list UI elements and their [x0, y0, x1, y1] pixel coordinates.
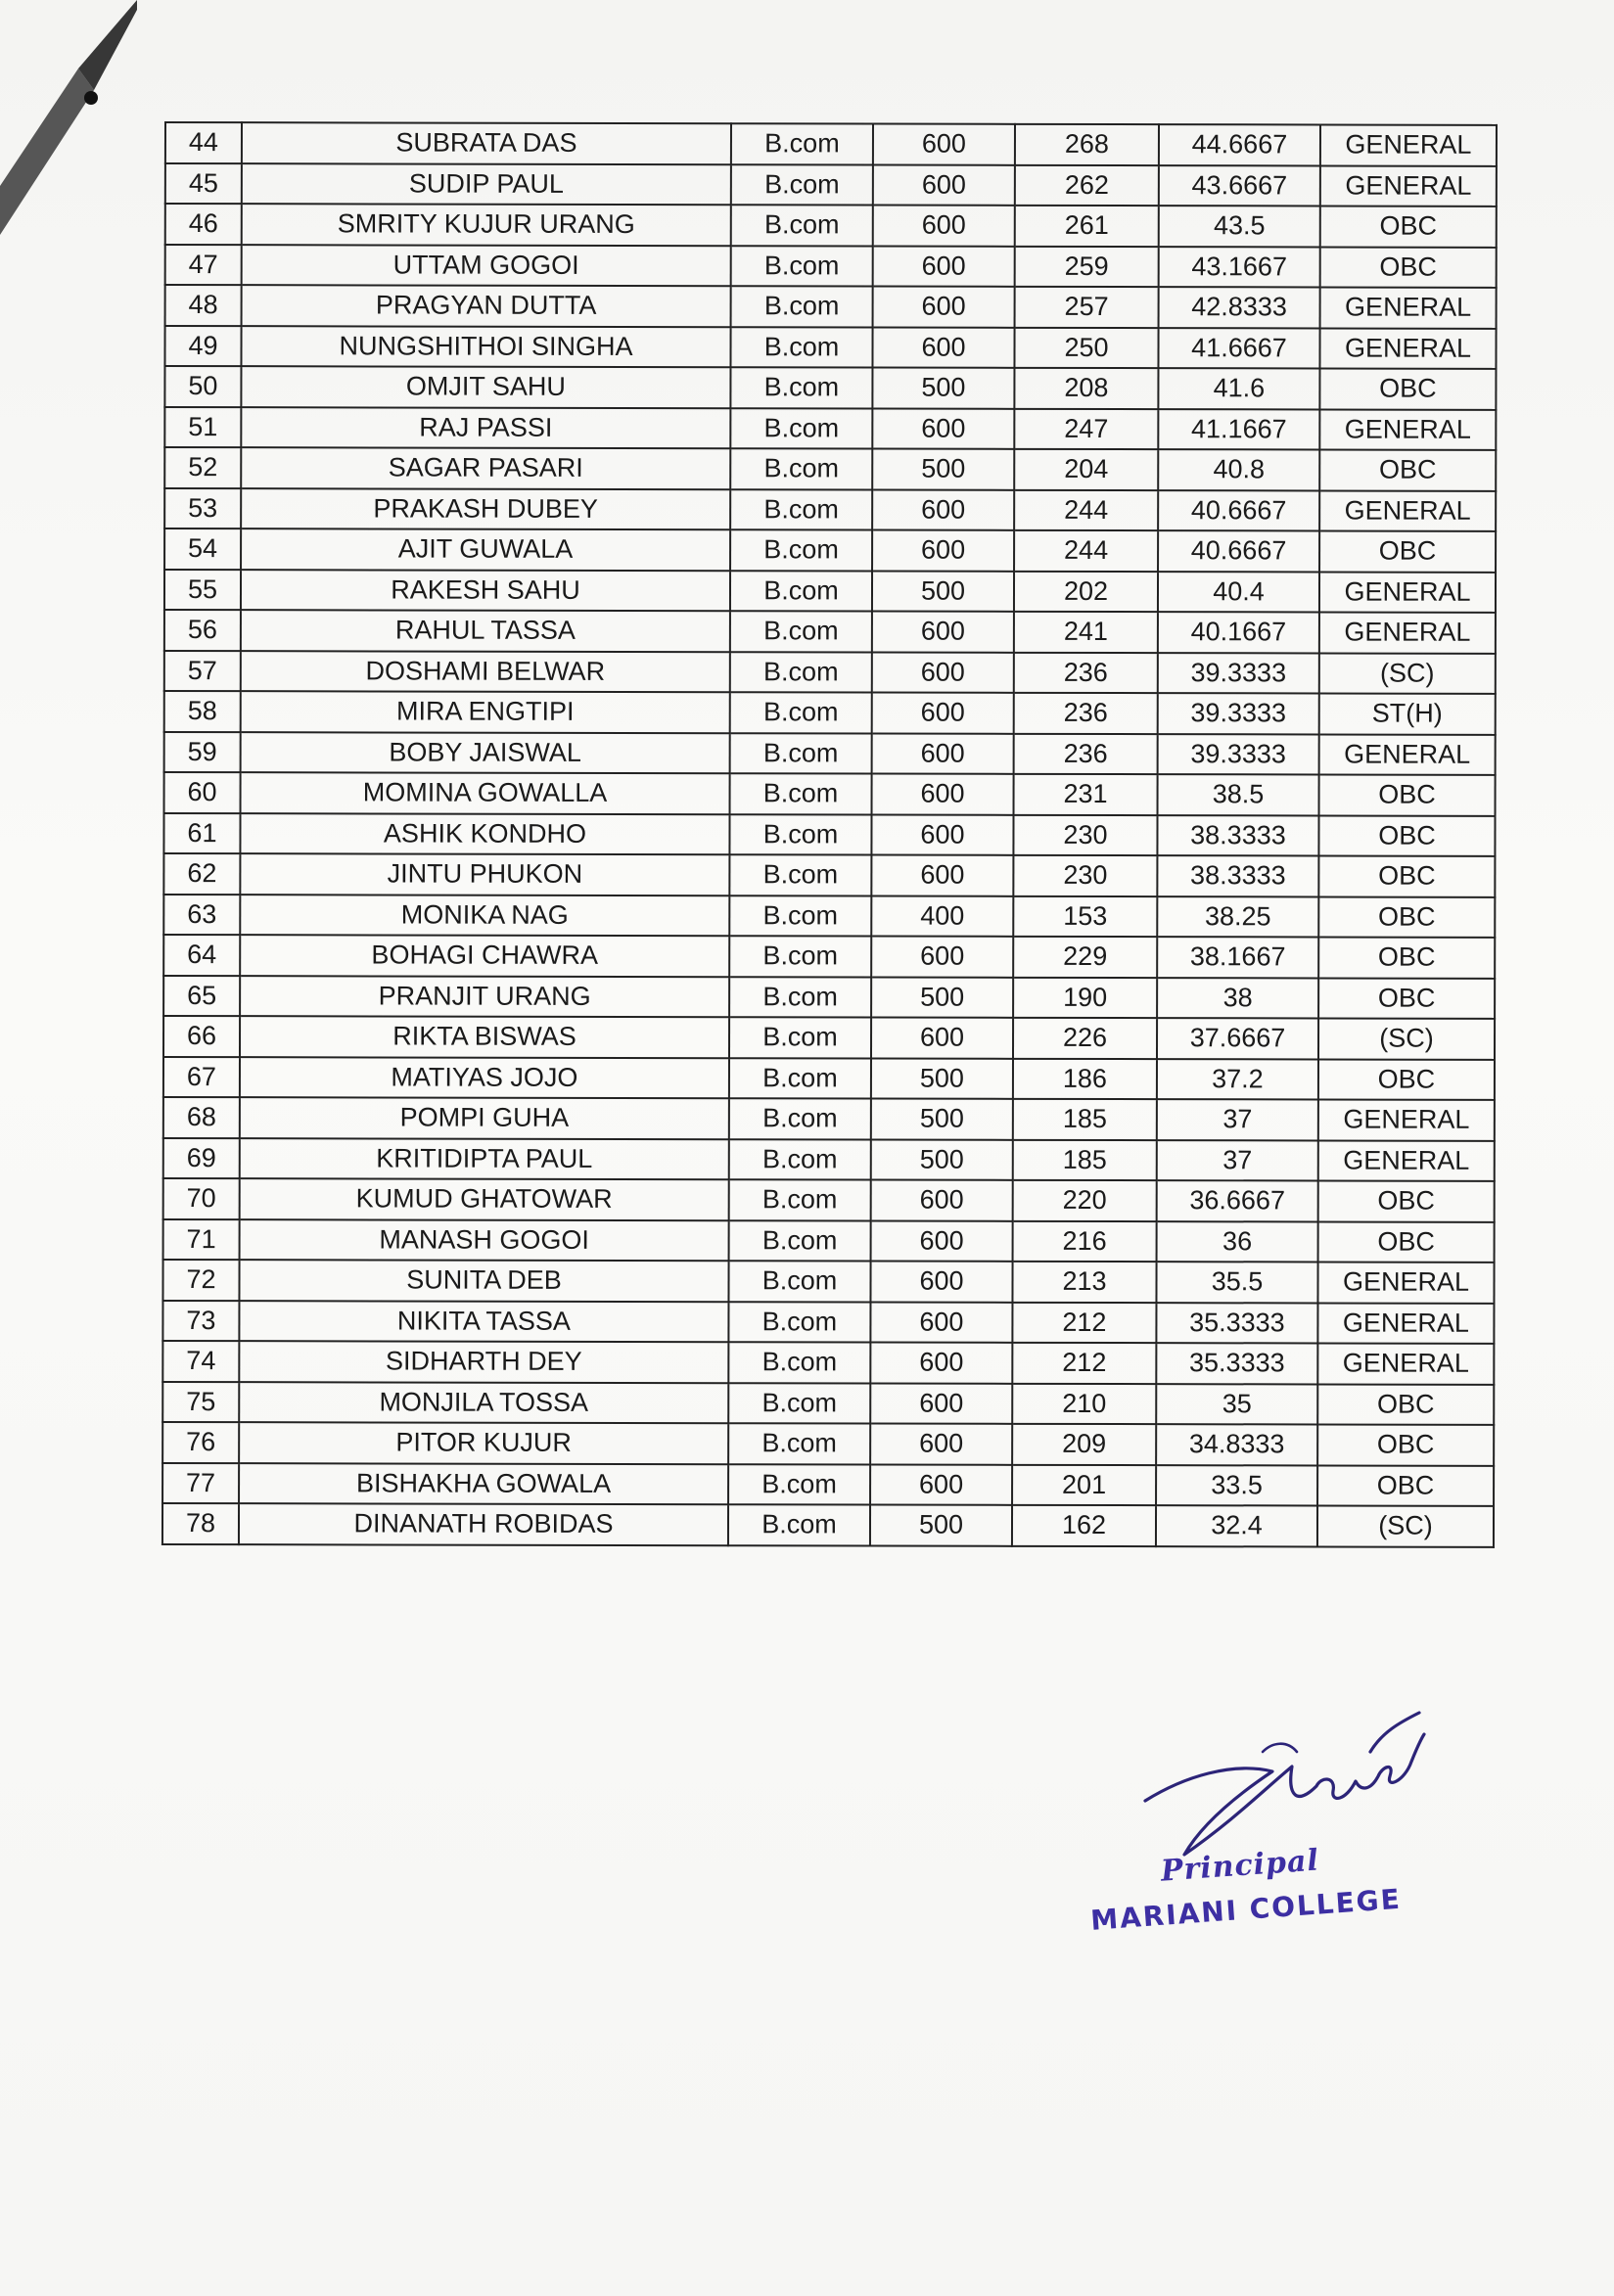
category-cell: (SC) [1317, 1505, 1494, 1546]
table-row [163, 1137, 1495, 1180]
student-name-cell: BISHAKHA GOWALA [239, 1463, 728, 1505]
table-row [164, 528, 1496, 572]
full-marks-cell: 500 [871, 1099, 1013, 1140]
percentage-cell: 44.6667 [1159, 124, 1320, 165]
student-name-cell: DOSHAMI BELWAR [241, 651, 730, 693]
full-marks-cell: 500 [871, 1058, 1013, 1099]
marks-obtained-cell: 190 [1013, 977, 1157, 1018]
table-row [163, 1057, 1495, 1100]
principal-signature-block [1086, 1683, 1439, 1977]
full-marks-cell: 600 [870, 1383, 1012, 1424]
serial-number-cell: 53 [164, 488, 241, 529]
percentage-cell: 37.6667 [1157, 1018, 1318, 1059]
serial-number-cell: 57 [164, 651, 241, 692]
percentage-cell: 38 [1157, 978, 1318, 1019]
percentage-cell: 38.1667 [1157, 937, 1318, 978]
category-cell: GENERAL [1317, 1262, 1494, 1303]
category-cell: GENERAL [1319, 328, 1496, 369]
percentage-cell: 43.6667 [1159, 165, 1320, 207]
student-name-cell: PITOR KUJUR [239, 1422, 728, 1464]
student-name-cell: RAJ PASSI [241, 407, 730, 449]
serial-number-cell: 44 [165, 122, 242, 163]
serial-number-cell: 63 [163, 895, 240, 936]
course-cell: B.com [729, 1139, 871, 1180]
pen-tip-image [0, 0, 137, 254]
student-name-cell: DINANATH ROBIDAS [239, 1503, 728, 1545]
category-cell: GENERAL [1320, 124, 1497, 165]
category-cell: GENERAL [1319, 409, 1496, 450]
percentage-cell: 40.6667 [1158, 530, 1319, 572]
full-marks-cell: 600 [872, 774, 1014, 815]
course-cell: B.com [731, 164, 873, 206]
course-cell: B.com [728, 1302, 870, 1343]
category-cell: OBC [1318, 896, 1495, 938]
marks-obtained-cell: 185 [1013, 1099, 1157, 1140]
full-marks-cell: 600 [872, 733, 1014, 774]
percentage-cell: 34.8333 [1156, 1424, 1317, 1465]
percentage-cell: 38.3333 [1157, 855, 1318, 896]
marks-obtained-cell: 236 [1014, 693, 1158, 734]
full-marks-cell: 600 [870, 1343, 1012, 1384]
student-name-cell: JINTU PHUKON [240, 853, 729, 895]
serial-number-cell: 69 [163, 1137, 240, 1178]
serial-number-cell: 58 [164, 691, 241, 732]
category-cell: OBC [1319, 368, 1496, 409]
stamp-organization: MARIANI COLLEGE [1089, 1882, 1403, 1937]
serial-number-cell: 51 [164, 407, 241, 448]
student-name-cell: SUNITA DEB [239, 1260, 728, 1302]
serial-number-cell: 66 [163, 1016, 240, 1057]
course-cell: B.com [729, 936, 871, 977]
percentage-cell: 37.2 [1157, 1059, 1318, 1100]
category-cell: GENERAL [1318, 1099, 1495, 1140]
merit-list-body [162, 122, 1497, 1546]
course-cell: B.com [731, 205, 873, 246]
serial-number-cell: 47 [165, 245, 242, 286]
course-cell: B.com [729, 854, 871, 895]
serial-number-cell: 50 [164, 366, 241, 407]
serial-number-cell: 77 [162, 1462, 239, 1503]
course-cell: B.com [731, 246, 873, 287]
college-stamp [1086, 1835, 1446, 1967]
course-cell: B.com [730, 773, 872, 814]
table-row [163, 813, 1495, 856]
percentage-cell: 35 [1156, 1384, 1317, 1425]
full-marks-cell: 600 [871, 1180, 1013, 1221]
student-name-cell: BOHAGI CHAWRA [240, 935, 729, 977]
serial-number-cell: 49 [164, 326, 241, 367]
serial-number-cell: 70 [163, 1178, 240, 1219]
category-cell: OBC [1320, 206, 1497, 247]
table-row [163, 853, 1495, 896]
marks-obtained-cell: 202 [1014, 571, 1158, 612]
table-row [165, 285, 1497, 328]
full-marks-cell: 600 [872, 327, 1014, 368]
course-cell: B.com [729, 895, 871, 937]
table-row [164, 732, 1496, 775]
category-cell: OBC [1317, 1384, 1494, 1425]
category-cell: OBC [1319, 530, 1496, 572]
category-cell: GENERAL [1319, 490, 1496, 531]
category-cell: GENERAL [1318, 1140, 1495, 1181]
course-cell: B.com [729, 1058, 871, 1099]
percentage-cell: 38.3333 [1157, 815, 1318, 856]
table-row [162, 1381, 1494, 1424]
category-cell: OBC [1318, 855, 1495, 896]
student-name-cell: SIDHARTH DEY [239, 1341, 728, 1383]
serial-number-cell: 61 [163, 813, 240, 854]
marks-obtained-cell: 261 [1015, 206, 1159, 247]
student-name-cell: SMRITY KUJUR URANG [242, 204, 731, 246]
course-cell: B.com [728, 1504, 870, 1545]
marks-obtained-cell: 250 [1014, 327, 1158, 368]
percentage-cell: 36 [1157, 1221, 1318, 1263]
serial-number-cell: 68 [163, 1097, 240, 1138]
serial-number-cell: 59 [164, 732, 241, 773]
course-cell: B.com [730, 571, 872, 612]
serial-number-cell: 71 [163, 1218, 240, 1260]
category-cell: OBC [1319, 774, 1496, 815]
student-name-cell: POMPI GUHA [240, 1097, 729, 1139]
course-cell: B.com [729, 814, 871, 855]
percentage-cell: 41.6 [1158, 368, 1319, 409]
table-row [165, 122, 1497, 165]
serial-number-cell: 64 [163, 935, 240, 976]
course-cell: B.com [730, 367, 872, 408]
course-cell: B.com [728, 1342, 870, 1383]
serial-number-cell: 46 [165, 204, 242, 245]
table-row [162, 1503, 1494, 1546]
table-row [162, 1300, 1494, 1343]
marks-obtained-cell: 244 [1014, 530, 1158, 572]
percentage-cell: 35.5 [1156, 1262, 1317, 1303]
student-name-cell: MONJILA TOSSA [239, 1382, 728, 1424]
category-cell: OBC [1318, 1221, 1495, 1263]
full-marks-cell: 500 [872, 449, 1014, 490]
full-marks-cell: 600 [871, 855, 1013, 896]
serial-number-cell: 75 [162, 1381, 239, 1422]
category-cell: ST(H) [1319, 693, 1496, 734]
full-marks-cell: 500 [872, 571, 1014, 612]
student-name-cell: RIKTA BISWAS [240, 1016, 729, 1058]
percentage-cell: 33.5 [1156, 1465, 1317, 1506]
serial-number-cell: 60 [164, 772, 241, 813]
marks-obtained-cell: 186 [1013, 1058, 1157, 1099]
category-cell: GENERAL [1317, 1343, 1494, 1384]
full-marks-cell: 600 [873, 287, 1015, 328]
course-cell: B.com [730, 327, 872, 368]
marks-obtained-cell: 241 [1014, 612, 1158, 653]
full-marks-cell: 600 [871, 1018, 1013, 1059]
serial-number-cell: 74 [162, 1341, 239, 1382]
marks-obtained-cell: 230 [1013, 855, 1157, 896]
full-marks-cell: 600 [871, 937, 1013, 978]
student-name-cell: PRAKASH DUBEY [241, 488, 730, 530]
percentage-cell: 38.25 [1157, 896, 1318, 938]
full-marks-cell: 600 [873, 164, 1015, 206]
course-cell: B.com [730, 692, 872, 733]
student-name-cell: SUDIP PAUL [242, 163, 731, 206]
table-row [165, 163, 1497, 207]
serial-number-cell: 73 [162, 1300, 239, 1341]
marks-obtained-cell: 231 [1014, 774, 1158, 815]
category-cell: OBC [1320, 247, 1497, 288]
category-cell: OBC [1318, 978, 1495, 1019]
course-cell: B.com [731, 286, 873, 327]
category-cell: OBC [1318, 937, 1495, 978]
course-cell: B.com [730, 611, 872, 652]
serial-number-cell: 76 [162, 1422, 239, 1463]
marks-obtained-cell: 268 [1015, 124, 1159, 165]
table-row [162, 1341, 1494, 1384]
category-cell: OBC [1318, 815, 1495, 856]
marks-obtained-cell: 208 [1014, 368, 1158, 409]
full-marks-cell: 500 [871, 1139, 1013, 1180]
table-row [163, 935, 1495, 978]
full-marks-cell: 600 [872, 693, 1014, 734]
student-name-cell: KRITIDIPTA PAUL [240, 1138, 729, 1180]
marks-obtained-cell: 213 [1012, 1262, 1156, 1303]
full-marks-cell: 600 [870, 1302, 1012, 1343]
marks-obtained-cell: 229 [1013, 937, 1157, 978]
percentage-cell: 40.4 [1158, 572, 1319, 613]
marks-obtained-cell: 212 [1012, 1302, 1156, 1343]
full-marks-cell: 600 [872, 652, 1014, 693]
full-marks-cell: 600 [873, 246, 1015, 287]
student-name-cell: ASHIK KONDHO [240, 813, 729, 855]
course-cell: B.com [728, 1383, 870, 1424]
marks-obtained-cell: 220 [1013, 1180, 1157, 1221]
full-marks-cell: 600 [870, 1262, 1012, 1303]
category-cell: GENERAL [1319, 612, 1496, 653]
course-cell: B.com [729, 1098, 871, 1139]
serial-number-cell: 48 [165, 285, 242, 326]
percentage-cell: 38.5 [1158, 774, 1319, 815]
percentage-cell: 32.4 [1156, 1505, 1317, 1546]
category-cell: (SC) [1318, 1018, 1495, 1059]
stamp-title: Principal [1159, 1843, 1320, 1889]
table-row [164, 326, 1496, 369]
course-cell: B.com [730, 448, 872, 489]
full-marks-cell: 500 [871, 977, 1013, 1018]
marks-obtained-cell: 226 [1013, 1018, 1157, 1059]
marks-obtained-cell: 209 [1012, 1424, 1156, 1465]
course-cell: B.com [730, 529, 872, 571]
category-cell: GENERAL [1317, 1303, 1494, 1344]
course-cell: B.com [728, 1261, 870, 1302]
table-row [163, 1178, 1495, 1221]
serial-number-cell: 52 [164, 447, 241, 488]
marks-obtained-cell: 230 [1013, 814, 1157, 855]
student-name-cell: MONIKA NAG [240, 895, 729, 937]
student-name-cell: PRANJIT URANG [240, 976, 729, 1018]
percentage-cell: 35.3333 [1156, 1343, 1317, 1384]
table-row [164, 691, 1496, 734]
percentage-cell: 39.3333 [1158, 693, 1319, 734]
table-row [162, 1422, 1494, 1465]
marks-obtained-cell: 162 [1012, 1505, 1156, 1546]
table-row [163, 1097, 1495, 1140]
course-cell: B.com [730, 408, 872, 449]
marks-obtained-cell: 257 [1015, 287, 1159, 328]
table-row [164, 407, 1496, 450]
serial-number-cell: 54 [164, 528, 241, 570]
marks-obtained-cell: 210 [1012, 1383, 1156, 1424]
table-row [164, 610, 1496, 653]
percentage-cell: 37 [1157, 1099, 1318, 1140]
marks-obtained-cell: 216 [1013, 1220, 1157, 1262]
student-name-cell: SUBRATA DAS [242, 122, 731, 164]
percentage-cell: 35.3333 [1156, 1303, 1317, 1344]
student-name-cell: MATIYAS JOJO [240, 1057, 729, 1099]
marks-obtained-cell: 247 [1014, 408, 1158, 449]
marks-obtained-cell: 236 [1014, 652, 1158, 693]
table-row [164, 772, 1496, 815]
marks-obtained-cell: 185 [1013, 1139, 1157, 1180]
table-row [162, 1260, 1494, 1303]
student-name-cell: RAHUL TASSA [241, 610, 730, 652]
category-cell: GENERAL [1319, 734, 1496, 775]
course-cell: B.com [730, 652, 872, 693]
category-cell: OBC [1318, 1059, 1495, 1100]
course-cell: B.com [729, 1179, 871, 1220]
table-row [164, 651, 1496, 694]
full-marks-cell: 500 [872, 368, 1014, 409]
percentage-cell: 41.1667 [1158, 409, 1319, 450]
serial-number-cell: 72 [162, 1260, 239, 1301]
table-row [163, 895, 1495, 938]
marks-obtained-cell: 204 [1014, 449, 1158, 490]
full-marks-cell: 600 [871, 1220, 1013, 1262]
serial-number-cell: 62 [163, 853, 240, 895]
table-row [163, 1218, 1495, 1262]
course-cell: B.com [729, 977, 871, 1018]
marks-obtained-cell: 236 [1014, 733, 1158, 774]
course-cell: B.com [728, 1423, 870, 1464]
serial-number-cell: 56 [164, 610, 241, 651]
percentage-cell: 40.6667 [1158, 490, 1319, 531]
table-row [164, 366, 1496, 409]
student-name-cell: KUMUD GHATOWAR [240, 1178, 729, 1220]
table-row [165, 245, 1497, 288]
serial-number-cell: 65 [163, 976, 240, 1017]
marks-obtained-cell: 259 [1015, 246, 1159, 287]
student-name-cell: RAKESH SAHU [241, 570, 730, 612]
marks-obtained-cell: 244 [1014, 489, 1158, 530]
serial-number-cell: 67 [163, 1057, 240, 1098]
serial-number-cell: 78 [162, 1503, 239, 1544]
student-name-cell: MOMINA GOWALLA [241, 772, 730, 814]
student-name-cell: BOBY JAISWAL [241, 732, 730, 774]
course-cell: B.com [731, 123, 873, 164]
student-name-cell: AJIT GUWALA [241, 528, 730, 571]
course-cell: B.com [730, 733, 872, 774]
category-cell: GENERAL [1320, 287, 1497, 328]
percentage-cell: 40.8 [1158, 449, 1319, 490]
category-cell: OBC [1317, 1424, 1494, 1465]
student-name-cell: NIKITA TASSA [239, 1301, 728, 1343]
course-cell: B.com [728, 1464, 870, 1505]
student-name-cell: MANASH GOGOI [240, 1219, 729, 1262]
full-marks-cell: 600 [872, 489, 1014, 530]
table-row [163, 976, 1495, 1019]
category-cell: GENERAL [1320, 165, 1497, 207]
merit-list-table [161, 121, 1498, 1547]
percentage-cell: 39.3333 [1158, 653, 1319, 694]
course-cell: B.com [729, 1220, 871, 1262]
serial-number-cell: 55 [164, 570, 241, 611]
marks-obtained-cell: 201 [1012, 1464, 1156, 1505]
percentage-cell: 37 [1157, 1140, 1318, 1181]
marks-obtained-cell: 212 [1012, 1343, 1156, 1384]
table-row [163, 1016, 1495, 1059]
category-cell: GENERAL [1319, 572, 1496, 613]
full-marks-cell: 600 [872, 612, 1014, 653]
category-cell: (SC) [1319, 653, 1496, 694]
course-cell: B.com [730, 489, 872, 530]
full-marks-cell: 600 [870, 1424, 1012, 1465]
table-row [164, 570, 1496, 613]
marks-obtained-cell: 262 [1015, 164, 1159, 206]
course-cell: B.com [729, 1017, 871, 1058]
full-marks-cell: 600 [873, 124, 1015, 165]
student-name-cell: OMJIT SAHU [241, 366, 730, 408]
table-row [164, 488, 1496, 531]
category-cell: OBC [1317, 1465, 1494, 1506]
percentage-cell: 39.3333 [1158, 734, 1319, 775]
percentage-cell: 41.6667 [1158, 328, 1319, 369]
student-name-cell: MIRA ENGTIPI [241, 691, 730, 733]
serial-number-cell: 45 [165, 163, 242, 205]
category-cell: OBC [1319, 449, 1496, 490]
student-name-cell: SAGAR PASARI [241, 447, 730, 489]
full-marks-cell: 600 [870, 1464, 1012, 1505]
student-name-cell: NUNGSHITHOI SINGHA [241, 326, 730, 368]
category-cell: OBC [1318, 1180, 1495, 1221]
full-marks-cell: 600 [871, 814, 1013, 855]
table-row [165, 204, 1497, 247]
percentage-cell: 43.5 [1159, 206, 1320, 247]
full-marks-cell: 600 [873, 206, 1015, 247]
table-row [164, 447, 1496, 490]
full-marks-cell: 500 [870, 1505, 1012, 1546]
full-marks-cell: 400 [871, 895, 1013, 937]
percentage-cell: 36.6667 [1157, 1180, 1318, 1221]
full-marks-cell: 600 [872, 530, 1014, 572]
percentage-cell: 43.1667 [1159, 247, 1320, 288]
full-marks-cell: 600 [872, 408, 1014, 449]
percentage-cell: 42.8333 [1159, 287, 1320, 328]
percentage-cell: 40.1667 [1158, 612, 1319, 653]
marks-obtained-cell: 153 [1013, 895, 1157, 937]
student-name-cell: PRAGYAN DUTTA [242, 285, 731, 327]
student-name-cell: UTTAM GOGOI [242, 245, 731, 287]
table-row [162, 1462, 1494, 1505]
